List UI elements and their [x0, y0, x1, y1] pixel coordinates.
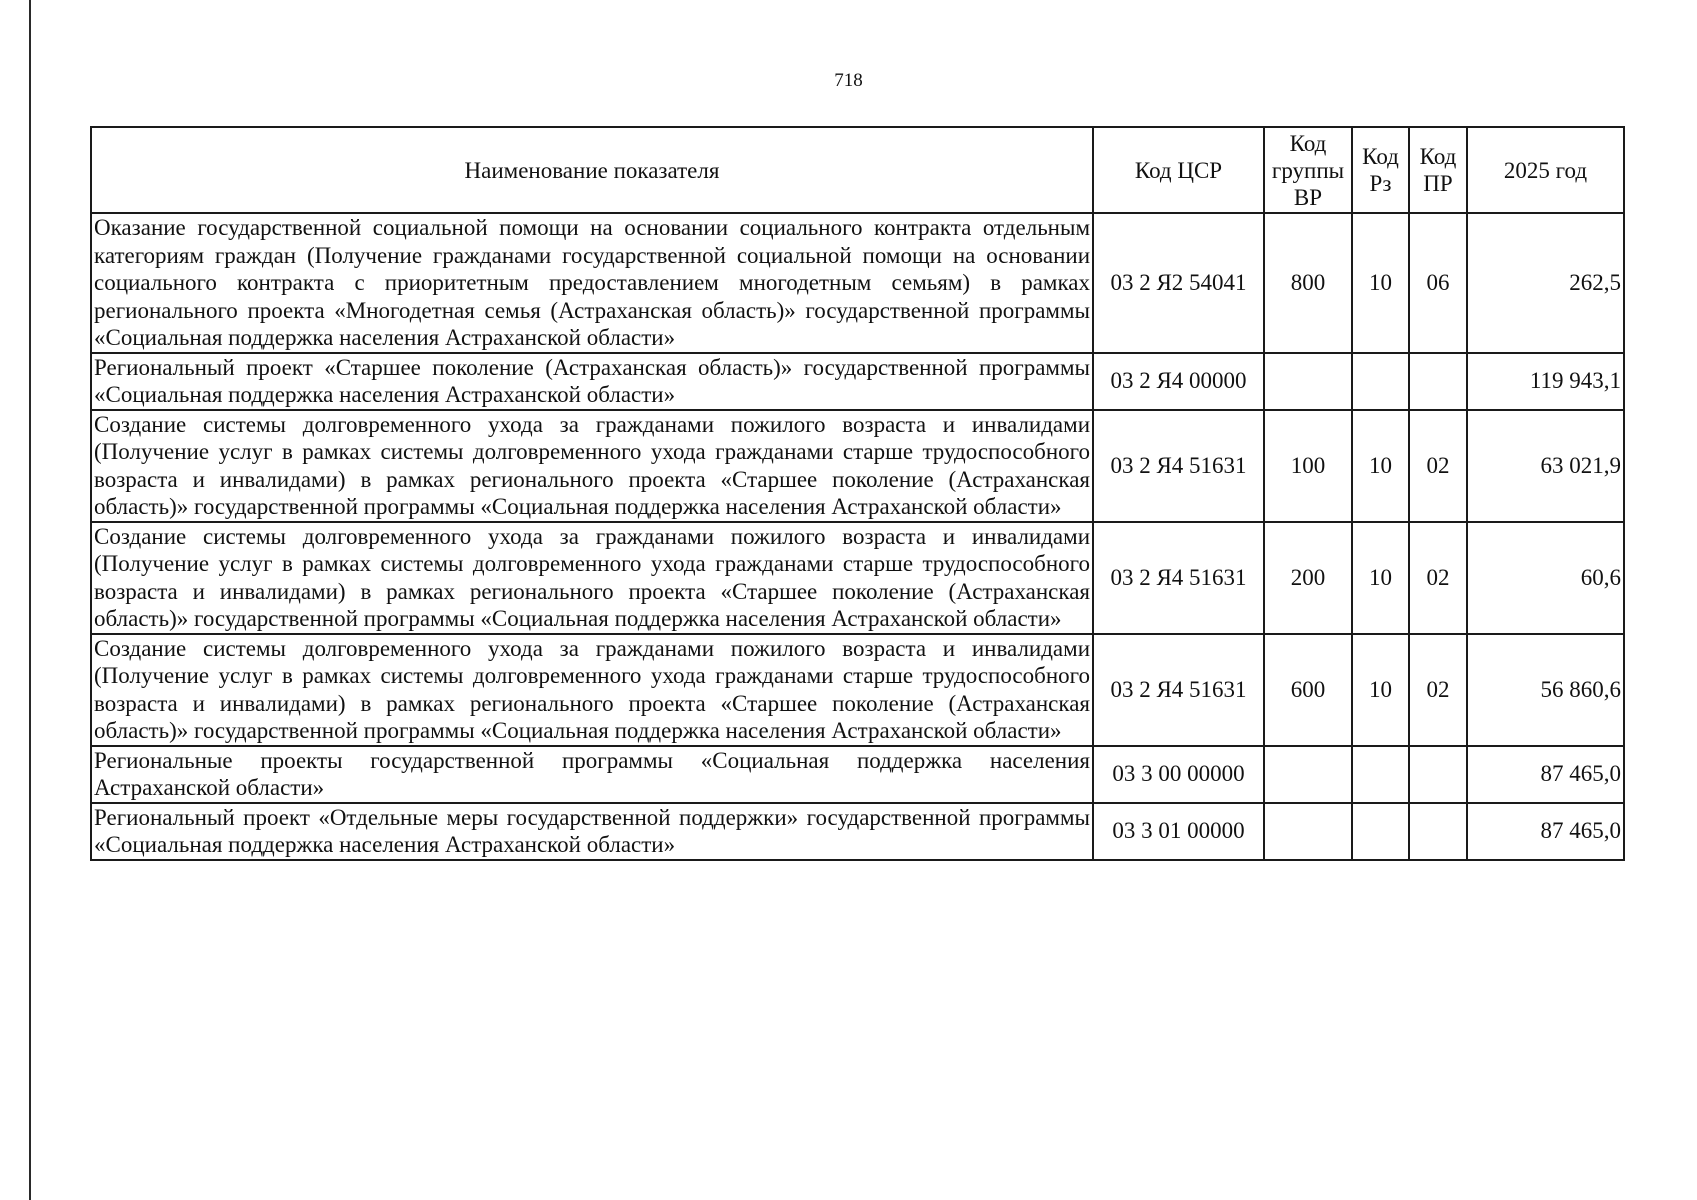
- table-row: [91, 746, 1624, 803]
- table-row: [91, 803, 1624, 860]
- row-rz: [1352, 353, 1409, 410]
- row-vr: [1264, 746, 1352, 803]
- row-csr: 03 3 01 00000: [1093, 803, 1264, 860]
- row-rz: 10: [1352, 410, 1409, 522]
- header-rz: Код Рз: [1352, 127, 1409, 213]
- row-rz: 10: [1352, 213, 1409, 353]
- header-pr: Код ПР: [1409, 127, 1467, 213]
- row-rz: 10: [1352, 634, 1409, 746]
- row-amount: 60,6: [1467, 522, 1624, 634]
- row-rz: [1352, 746, 1409, 803]
- row-rz: [1352, 803, 1409, 860]
- row-vr: 200: [1264, 522, 1352, 634]
- row-pr: 02: [1409, 634, 1467, 746]
- row-vr: 800: [1264, 213, 1352, 353]
- scan-edge-line: [29, 0, 31, 1200]
- row-amount: 56 860,6: [1467, 634, 1624, 746]
- page-number: 718: [834, 70, 863, 91]
- table-row: [91, 410, 1624, 522]
- row-rz: 10: [1352, 522, 1409, 634]
- header-row: [91, 127, 1624, 213]
- row-vr: 100: [1264, 410, 1352, 522]
- row-pr: [1409, 803, 1467, 860]
- table-row: [91, 213, 1624, 353]
- row-pr: 02: [1409, 410, 1467, 522]
- row-name: Создание системы долговременного ухода за гражданами пожилого возраста и инвалидами (Получение услуг в рамках системы долговременного ухода гражданами старше трудоспособного возраста и инвалидами) в рамках регионального проекта «Старшее поколение (Астраханская область)» государственной программы «Социальная поддержка населения Астраханской области»: [91, 410, 1093, 522]
- row-vr: [1264, 353, 1352, 410]
- row-amount: 63 021,9: [1467, 410, 1624, 522]
- header-year: 2025 год: [1467, 127, 1624, 213]
- row-pr: [1409, 746, 1467, 803]
- row-csr: 03 2 Я4 51631: [1093, 634, 1264, 746]
- row-amount: 87 465,0: [1467, 746, 1624, 803]
- table-row: [91, 353, 1624, 410]
- row-name: Региональный проект «Отдельные меры государственной поддержки» государственной программы «Социальная поддержка населения Астраханской области»: [91, 803, 1093, 860]
- row-csr: 03 2 Я4 51631: [1093, 410, 1264, 522]
- table-row: [91, 634, 1624, 746]
- row-name: Создание системы долговременного ухода за гражданами пожилого возраста и инвалидами (Получение услуг в рамках системы долговременного ухода гражданами старше трудоспособного возраста и инвалидами) в рамках регионального проекта «Старшее поколение (Астраханская область)» государственной программы «Социальная поддержка населения Астраханской области»: [91, 634, 1093, 746]
- header-vr: Код группы ВР: [1264, 127, 1352, 213]
- row-name: Оказание государственной социальной помощи на основании социального контракта отдельным категориям граждан (Получение гражданами государственной социальной помощи на основании социального контракта с приоритетным предоставлением многодетным семьям) в рамках регионального проекта «Многодетная семья (Астраханская область)» государственной программы «Социальная поддержка населения Астраханской области»: [91, 213, 1093, 353]
- row-pr: 06: [1409, 213, 1467, 353]
- header-csr: Код ЦСР: [1093, 127, 1264, 213]
- row-pr: [1409, 353, 1467, 410]
- row-csr: 03 2 Я4 00000: [1093, 353, 1264, 410]
- row-name: Региональные проекты государственной программы «Социальная поддержка населения Астраханской области»: [91, 746, 1093, 803]
- row-name: Региональный проект «Старшее поколение (Астраханская область)» государственной программы «Социальная поддержка населения Астраханской области»: [91, 353, 1093, 410]
- header-name: Наименование показателя: [91, 127, 1093, 213]
- row-amount: 262,5: [1467, 213, 1624, 353]
- row-amount: 87 465,0: [1467, 803, 1624, 860]
- row-pr: 02: [1409, 522, 1467, 634]
- row-csr: 03 2 Я4 51631: [1093, 522, 1264, 634]
- budget-table: [90, 126, 1625, 861]
- row-csr: 03 3 00 00000: [1093, 746, 1264, 803]
- row-amount: 119 943,1: [1467, 353, 1624, 410]
- row-vr: 600: [1264, 634, 1352, 746]
- table-row: [91, 522, 1624, 634]
- row-name: Создание системы долговременного ухода за гражданами пожилого возраста и инвалидами (Получение услуг в рамках системы долговременного ухода гражданами старше трудоспособного возраста и инвалидами) в рамках регионального проекта «Старшее поколение (Астраханская область)» государственной программы «Социальная поддержка населения Астраханской области»: [91, 522, 1093, 634]
- row-csr: 03 2 Я2 54041: [1093, 213, 1264, 353]
- row-vr: [1264, 803, 1352, 860]
